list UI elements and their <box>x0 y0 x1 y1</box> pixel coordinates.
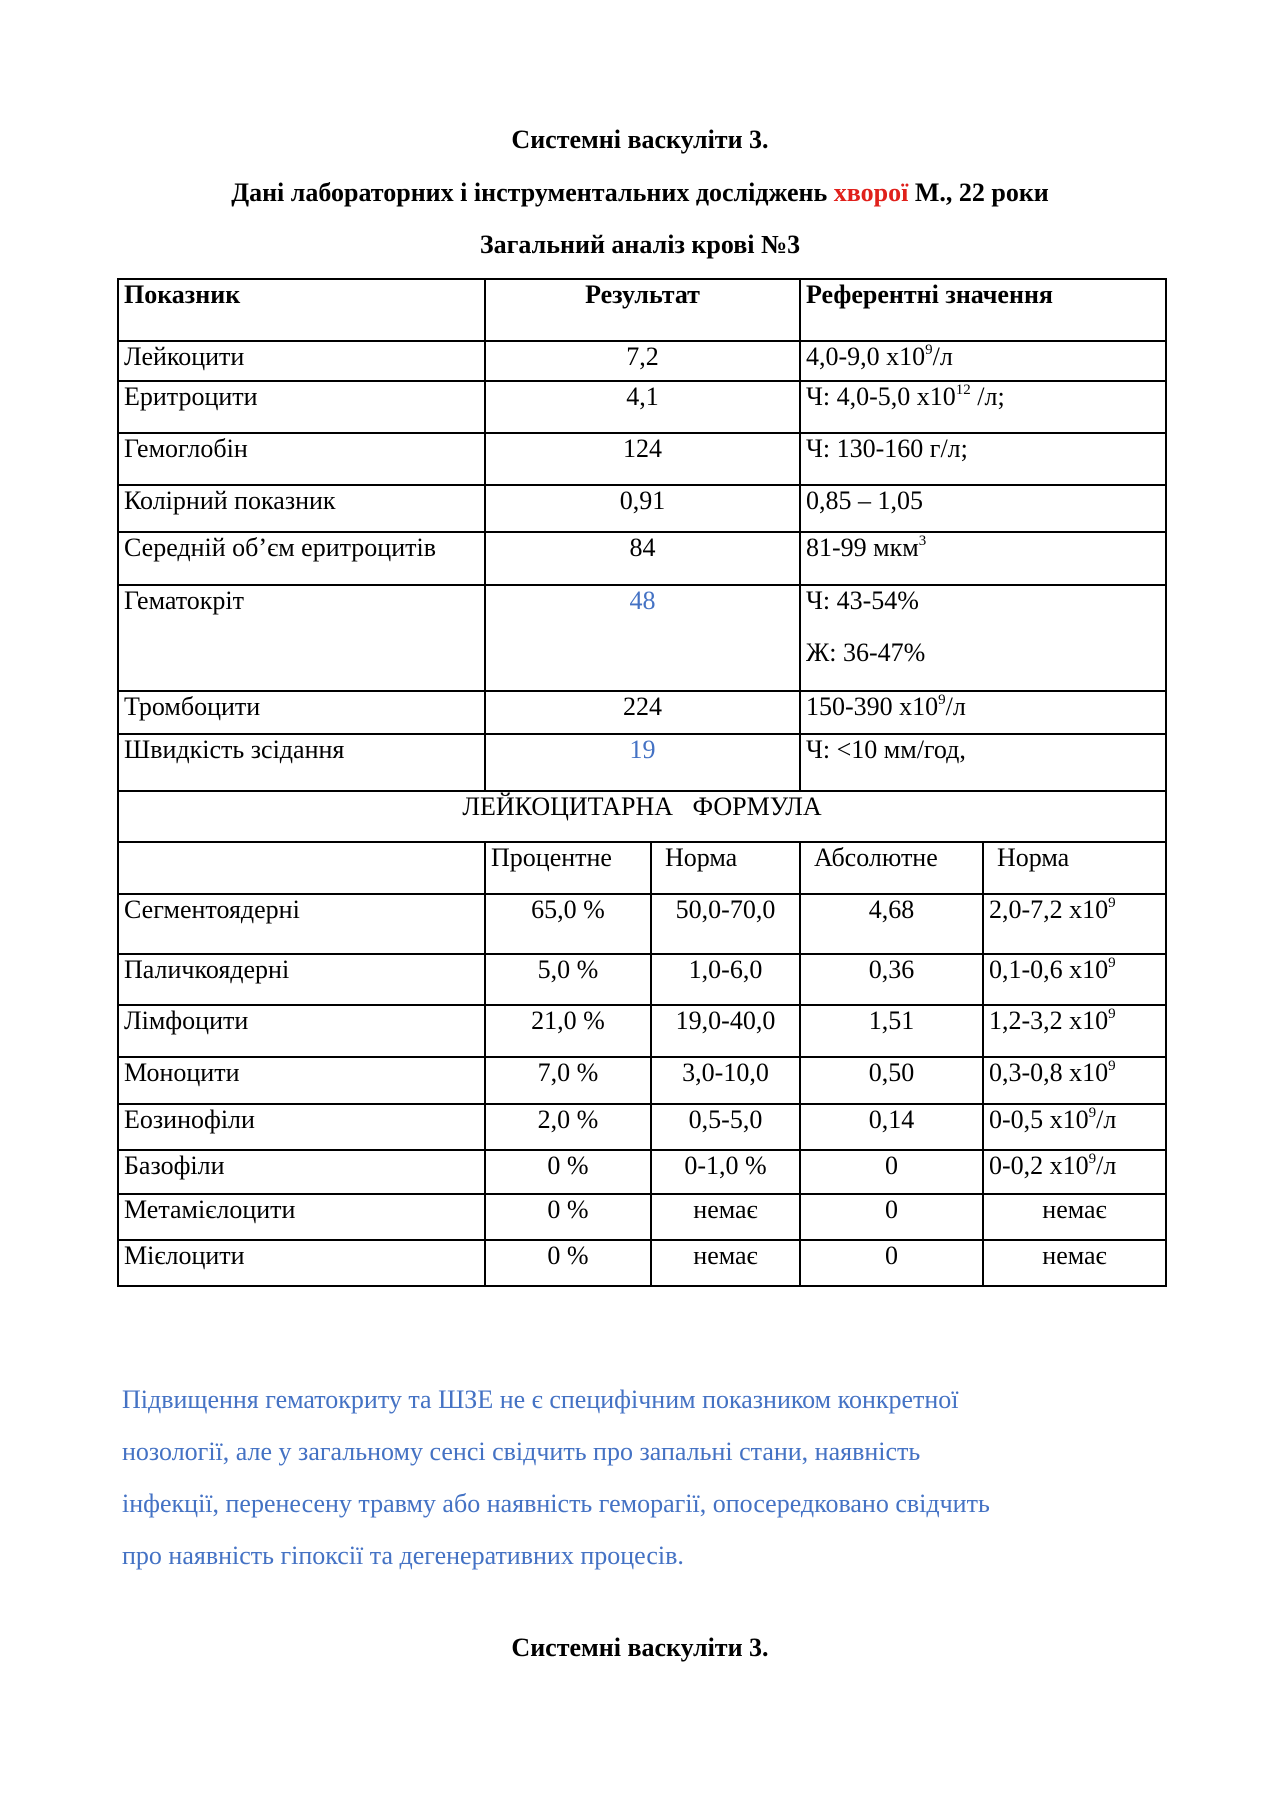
table-row <box>118 585 1166 691</box>
interpretation-note <box>122 1374 1142 1582</box>
patient-subtitle <box>0 178 1280 208</box>
subtitle-suffix: М., 22 роки <box>914 178 1049 207</box>
formula-row-absolute: 0 <box>800 1150 983 1194</box>
table-row <box>118 433 1166 485</box>
table-row <box>118 734 1166 791</box>
formula-row <box>118 894 1166 954</box>
note-line: інфекції, перенесену травму або наявність геморагії, опосередковано свідчить <box>122 1489 990 1518</box>
note-line: про наявність гіпоксії та дегенеративних процесів. <box>122 1541 684 1570</box>
row-name: Гемоглобін <box>118 433 485 485</box>
formula-header-absolute: Абсолютне <box>800 842 983 894</box>
formula-row-name: Мієлоцити <box>118 1240 485 1286</box>
formula-row-abs-norm: 0,3-0,8 $х10^9$ <box>983 1057 1166 1104</box>
table-row <box>118 381 1166 433</box>
formula-header-empty <box>118 842 485 894</box>
formula-row-abs-norm: 0-0,2 $х10^9/л$ <box>983 1150 1166 1194</box>
formula-row-name: Лімфоцити <box>118 1005 485 1057</box>
formula-row-norm: 50,0-70,0 <box>651 894 800 954</box>
formula-row-name: Еозинофіли <box>118 1104 485 1150</box>
row-value: 7,2 <box>485 341 800 381</box>
formula-row <box>118 1240 1166 1286</box>
row-value: 84 <box>485 532 800 585</box>
row-name: Середній об’єм еритроцитів <box>118 532 485 585</box>
formula-row-percent: 5,0 % <box>485 954 651 1005</box>
blood-test-table <box>117 278 1167 1287</box>
row-name: Лейкоцити <box>118 341 485 381</box>
row-reference: Ч: 4,0-5,0 $х10^{12}$ /л; <box>800 381 1166 433</box>
row-reference: 0,85 – 1,05 <box>800 485 1166 532</box>
formula-row-name: Базофіли <box>118 1150 485 1194</box>
formula-title: ЛЕЙКОЦИТАРНА ФОРМУЛА <box>118 791 1166 842</box>
row-reference: 81-99 мкм$^3$ <box>800 532 1166 585</box>
formula-row-absolute: 0 <box>800 1240 983 1286</box>
table-row <box>118 485 1166 532</box>
formula-row-absolute: 0,14 <box>800 1104 983 1150</box>
row-reference: Ч: 43-54% Ж: 36-47% <box>800 585 1166 691</box>
row-reference: Ч: <10 мм/год, <box>800 734 1166 791</box>
row-value: 124 <box>485 433 800 485</box>
formula-row-abs-norm: немає <box>983 1194 1166 1240</box>
note-line: Підвищення гематокриту та ШЗЕ не є специфічним показником конкретної <box>122 1385 959 1414</box>
formula-row <box>118 1104 1166 1150</box>
row-name: Колірний показник <box>118 485 485 532</box>
formula-title-row <box>118 791 1166 842</box>
formula-row <box>118 954 1166 1005</box>
row-value: 19 <box>485 734 800 791</box>
table-row <box>118 691 1166 734</box>
formula-row-absolute: 1,51 <box>800 1005 983 1057</box>
formula-row-abs-norm: 0-0,5 $х10^9/л$ <box>983 1104 1166 1150</box>
formula-row-norm: немає <box>651 1194 800 1240</box>
formula-row-norm: 0-1,0 % <box>651 1150 800 1194</box>
formula-header-percent: Процентне <box>485 842 651 894</box>
formula-row-abs-norm: 0,1-0,6 $х10^9$ <box>983 954 1166 1005</box>
subtitle-highlight: хворої <box>833 178 909 207</box>
formula-row-norm: 0,5-5,0 <box>651 1104 800 1150</box>
row-name: Тромбоцити <box>118 691 485 734</box>
header-result: Результат <box>485 279 800 341</box>
row-reference: 150-390 $х10^9/л$ <box>800 691 1166 734</box>
footer-title: Системні васкуліти 3. <box>511 1633 769 1662</box>
note-line: нозології, але у загальному сенсі свідчить про запальні стани, наявність <box>122 1437 921 1466</box>
formula-row-abs-norm: 1,2-3,2 $х10^9$ <box>983 1005 1166 1057</box>
header-indicator: Показник <box>118 279 485 341</box>
formula-row-name: Моноцити <box>118 1057 485 1104</box>
row-value: 48 <box>485 585 800 691</box>
formula-row <box>118 1005 1166 1057</box>
formula-row-norm: 1,0-6,0 <box>651 954 800 1005</box>
formula-row-absolute: 4,68 <box>800 894 983 954</box>
formula-row-name: Сегментоядерні <box>118 894 485 954</box>
row-value: 4,1 <box>485 381 800 433</box>
row-value: 0,91 <box>485 485 800 532</box>
row-name: Еритроцити <box>118 381 485 433</box>
formula-row <box>118 1150 1166 1194</box>
formula-row-absolute: 0,50 <box>800 1057 983 1104</box>
table-row <box>118 341 1166 381</box>
analysis-title: Загальний аналіз крові №3 <box>479 230 801 259</box>
formula-row-percent: 2,0 % <box>485 1104 651 1150</box>
formula-row <box>118 1057 1166 1104</box>
subtitle-prefix: Дані лабораторних і інструментальних досліджень <box>231 178 828 207</box>
row-name: Гематокріт <box>118 585 485 691</box>
table-row <box>118 532 1166 585</box>
table-header-row <box>118 279 1166 341</box>
row-reference: Ч: 130-160 г/л; <box>800 433 1166 485</box>
formula-row-percent: 65,0 % <box>485 894 651 954</box>
formula-row-percent: 0 % <box>485 1150 651 1194</box>
formula-header-abs-norm: Норма <box>983 842 1166 894</box>
formula-row-name: Паличкоядерні <box>118 954 485 1005</box>
formula-row-absolute: 0 <box>800 1194 983 1240</box>
row-value: 224 <box>485 691 800 734</box>
formula-row-percent: 0 % <box>485 1194 651 1240</box>
formula-row-percent: 7,0 % <box>485 1057 651 1104</box>
formula-header-row <box>118 842 1166 894</box>
formula-row <box>118 1194 1166 1240</box>
formula-row-percent: 21,0 % <box>485 1005 651 1057</box>
page-title: Системні васкуліти 3. <box>511 125 769 154</box>
formula-row-absolute: 0,36 <box>800 954 983 1005</box>
formula-row-abs-norm: 2,0-7,2 $х10^9$ <box>983 894 1166 954</box>
formula-row-norm: 19,0-40,0 <box>651 1005 800 1057</box>
formula-row-norm: 3,0-10,0 <box>651 1057 800 1104</box>
row-reference: 4,0-9,0 $х10^9/л$ <box>800 341 1166 381</box>
formula-row-norm: немає <box>651 1240 800 1286</box>
formula-row-abs-norm: немає <box>983 1240 1166 1286</box>
header-reference: Референтні значення <box>800 279 1166 341</box>
formula-header-norm: Норма <box>651 842 800 894</box>
formula-row-name: Метамієлоцити <box>118 1194 485 1240</box>
row-name: Швидкість зсідання <box>118 734 485 791</box>
formula-row-percent: 0 % <box>485 1240 651 1286</box>
